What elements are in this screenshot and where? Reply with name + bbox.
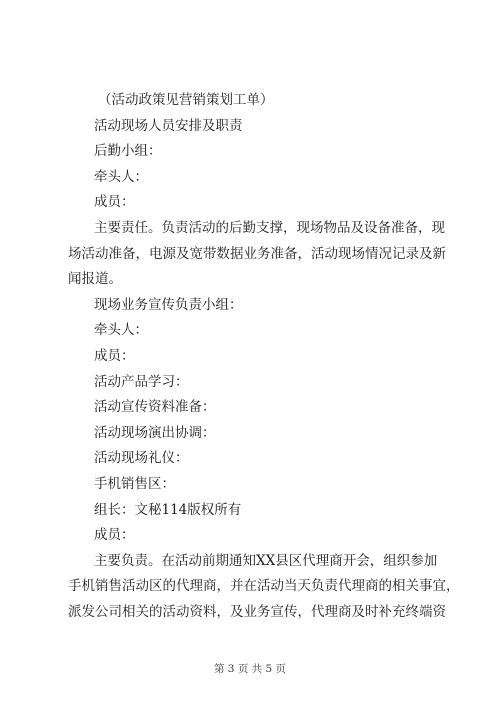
promotion-leader: 牵头人： [94, 322, 148, 339]
phone-sales-members: 成员： [94, 527, 135, 544]
phone-sales-leader: 组长：文秘114版权所有 [94, 501, 242, 518]
onsite-etiquette: 活动现场礼仪： [94, 450, 189, 467]
logistics-leader: 牵头人： [94, 168, 148, 185]
phone-sales-duties-line-2: 手机销售活动区的代理商，并在活动当天负责代理商的相关事宜， [68, 578, 460, 595]
document-body [68, 88, 460, 625]
section-heading-staffing: 活动现场人员安排及职责 [94, 117, 243, 134]
policy-note: （活动政策见营销策划工单） [98, 92, 274, 108]
logistics-duties-line-2: 场活动准备，电源及宽带数据业务准备，活动现场情况记录及新 [68, 245, 446, 262]
logistics-duties-line-1: 主要责任。负责活动的后勤支撑，现场物品及设备准备，现 [94, 219, 445, 236]
page-footer: 第 3 页 共 5 页 [213, 663, 287, 675]
logistics-duties-line-3: 闻报道。 [68, 271, 122, 288]
performance-coordination: 活动现场演出协调： [94, 424, 216, 441]
group-logistics-title: 后勤小组： [94, 143, 162, 160]
phone-sales-duties-line-3: 派发公司相关的活动资料，及业务宣传，代理商及时补充终端资 [68, 603, 446, 620]
promo-material-prep: 活动宣传资料准备： [94, 399, 216, 416]
product-learning: 活动产品学习： [94, 373, 189, 390]
group-promotion-title: 现场业务宣传负责小组： [94, 296, 243, 313]
logistics-members: 成员： [94, 194, 135, 211]
promotion-members: 成员： [94, 347, 135, 364]
group-phone-sales-title: 手机销售区： [94, 475, 175, 492]
phone-sales-duties-line-1: 主要负责。在活动前期通知XX县区代理商开会，组织参加 [94, 552, 438, 569]
